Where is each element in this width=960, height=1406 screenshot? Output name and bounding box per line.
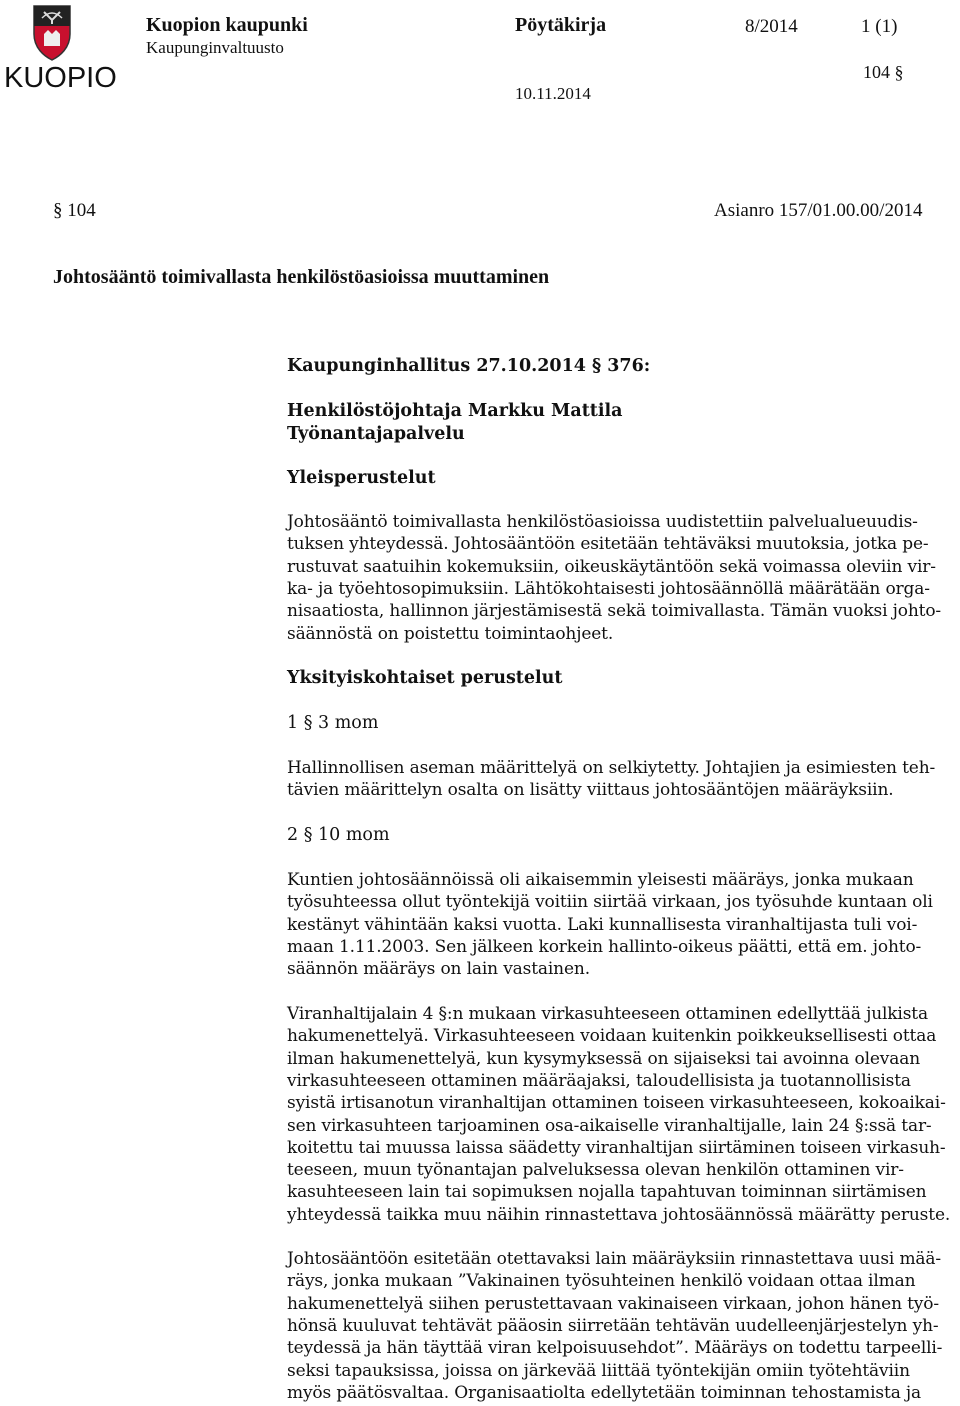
department: Työnantajapalvelu: [287, 424, 465, 444]
item-section: § 104: [53, 200, 96, 221]
text-line: tävien määrittelyn osalta on lisätty viittaus johtosääntöjen määräyksiin.: [287, 780, 894, 801]
text-line: yhteydessä taikka muu näihin rinnastettava johtosäännössä määrätty peruste.: [287, 1204, 951, 1225]
kuopio-logo: [4, 4, 117, 96]
text-line: räys, jonka mukaan ”Vakinainen työsuhteinen henkilö voidaan ottaa ilman: [287, 1271, 916, 1292]
page-number: 1 (1): [861, 16, 898, 37]
logo-wordmark: KUOPIO: [4, 62, 117, 94]
section-1-label: 1 § 3 mom: [287, 713, 379, 733]
section-2-label: 2 § 10 mom: [287, 825, 390, 845]
text-line: hakumenettelyä siihen perustettavaan vakinaiseen virkaan, johon hänen työ-: [287, 1293, 939, 1314]
text-line: tuksen yhteydessä. Johtosääntöön esitetään tehtäväksi muutoksia, jotka pe-: [287, 534, 929, 555]
text-line: koitettu tai muussa laissa säädetty viranhaltijan siirtäminen toiseen virkasuh-: [287, 1137, 946, 1158]
text-line: säännön määräys on lain vastainen.: [287, 959, 590, 980]
text-line: nisaatiosta, hallinnon järjestämisestä sekä toimivallasta. Tämän vuoksi johto-: [287, 601, 941, 622]
text-line: syistä irtisanotun viranhaltijan ottaminen toiseen virkasuhteeseen, kokoaikai-: [287, 1093, 946, 1114]
text-line: myös päätösvaltaa. Organisaatiolta edellytetään toiminnan tehostamista ja: [287, 1382, 922, 1403]
text-line: seksi tapauksissa, joissa on järkevää liittää työntekijän omiin työtehtäviin: [287, 1360, 910, 1381]
text-line: kestänyt vähintään kaksi vuotta. Laki kunnallisesta viranhaltijasta tuli voi-: [287, 914, 918, 935]
decision-reference: Kaupunginhallitus 27.10.2014 § 376:: [287, 356, 651, 376]
organization-name: Kuopion kaupunki: [146, 14, 308, 36]
text-line: Hallinnollisen aseman määrittelyä on selkiytetty. Johtajien ja esimiesten teh-: [287, 758, 936, 778]
text-line: teeseen, muun työnantajan palveluksessa olevan henkilön ottaminen vir-: [287, 1160, 904, 1181]
text-line: virkasuhteeseen ottaminen määräajaksi, taloudellisista ja tuotannollisista: [287, 1070, 911, 1091]
text-line: työsuhteessa ollut työntekijä voitiin siirtää virkaan, jos työsuhde kuntaan oli: [287, 892, 933, 913]
text-line: Kuntien johtosäännöissä oli aikaisemmin yleisesti määräys, jonka mukaan: [287, 870, 914, 890]
text-line: ilman hakumenettelyä, kun kysymyksessä on sijaiseksi tai avoinna olevaan: [287, 1048, 921, 1069]
text-line: hakumenettelyä. Virkasuhteeseen voidaan kuitenkin poikkeuksellisesti ottaa: [287, 1026, 937, 1047]
text-line: Viranhaltijalain 4 §:n mukaan virkasuhteeseen ottaminen edellyttää julkista: [287, 1004, 928, 1024]
general-heading: Yleisperustelut: [287, 468, 436, 488]
document-number: 8/2014: [745, 16, 798, 37]
text-line: ka- ja työehtosopimuksiin. Lähtökohtaisesti johtosäännöllä määrätään orga-: [287, 578, 930, 599]
text-line: Johtosääntöön esitetään otettavaksi lain määräyksiin rinnastettava uusi mää-: [287, 1249, 941, 1269]
item-title: Johtosääntö toimivallasta henkilöstöasioissa muuttaminen: [53, 266, 550, 288]
text-line: teydessä ja hän täyttää viran kelpoisuusehdot”. Määräys on todettu tarpeelli-: [287, 1338, 943, 1359]
text-line: sen virkasuhteen tarjoaminen osa-aikaiselle viranhaltijalle, lain 24 §:ssä tar-: [287, 1115, 932, 1136]
text-line: säännöstä on poistettu toimintaohjeet.: [287, 623, 614, 644]
organ-name: Kaupunginvaltuusto: [146, 38, 284, 57]
header-section: 104 §: [863, 62, 904, 82]
text-line: maan 1.11.2003. Sen jälkeen korkein hallinto-oikeus päätti, että em. johto-: [287, 936, 922, 957]
meeting-date: 10.11.2014: [515, 84, 591, 103]
text-line: rustuvat saatuihin kokemuksiin, oikeuskäytäntöön sekä voimassa oleviin vir-: [287, 556, 936, 577]
text-line: kasuhteeseen lain tai sopimuksen nojalla tapahtuvan toiminnan siirtämisen: [287, 1182, 927, 1203]
presenter: Henkilöstöjohtaja Markku Mattila: [287, 401, 623, 421]
case-number: Asianro 157/01.00.00/2014: [714, 200, 923, 221]
text-line: hönsä kuuluvat tehtävät pääosin siirretään tehtävän uudelleenjärjestelyn yh-: [287, 1315, 939, 1336]
text-line: Johtosääntö toimivallasta henkilöstöasioissa uudistettiin palvelualueuudis-: [287, 512, 918, 532]
document-type: Pöytäkirja: [515, 14, 607, 36]
coat-of-arms-icon: [4, 4, 100, 64]
detailed-heading: Yksityiskohtaiset perustelut: [287, 668, 563, 688]
